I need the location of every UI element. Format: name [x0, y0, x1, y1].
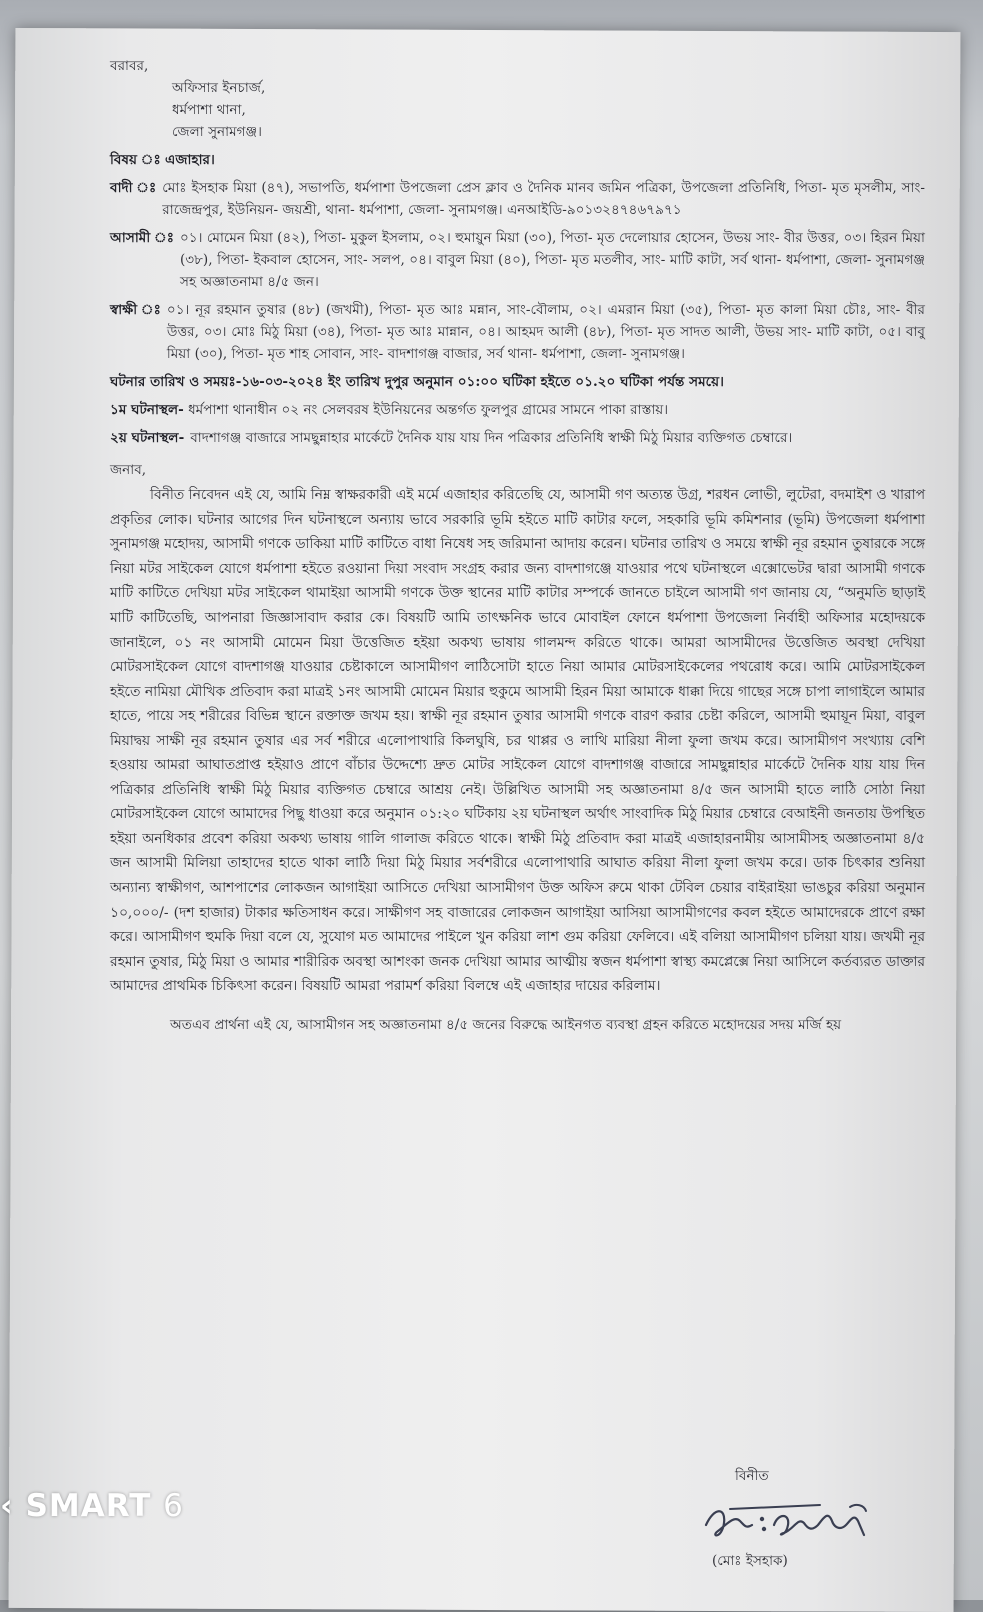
- accused-field: [110, 227, 925, 293]
- watermark-brand: SMART: [25, 1488, 152, 1524]
- witness-label: স্বাক্ষী ঃ: [110, 302, 161, 319]
- scene2-label: ২য় ঘটনাস্থল-: [110, 430, 185, 447]
- scene2-field: [110, 427, 925, 449]
- plaintiff-text: মোঃ ইসহাক মিয়া (৪৭), সভাপতি, ধর্মপাশা উপজেলা প্রেস ক্লাব ও দৈনিক মানব জমিন পত্রিকা, উপজেলা প্রতিনিধি, পিতা- মৃত মৃসলীম, সাং- রাজেন্দ্রপুর, ইউনিয়ন- জয়শ্রী, থানা- ধর্মপাশা, জেলা- সুনামগঞ্জ। এনআইডি-৯০১৩২৪৭৪৬৭৯৭১: [162, 180, 925, 219]
- scene1-text: ধর্মপাশা থানাধীন ০২ নং সেলবরষ ইউনিয়নের অন্তর্গত ফুলপুর গ্রামের সামনে পাকা রাস্তায়।: [188, 402, 669, 419]
- scene2-text: বাদশাগঞ্জ বাজারে সামছুন্নাহার মার্কেটে দৈনিক যায় যায় দিন পত্রিকার প্রতিনিধি স্বাক্ষী মিঠু মিয়ার ব্যক্তিগত চেম্বারে।: [190, 430, 793, 447]
- scene1-label: ১ম ঘটনাস্থল-: [110, 402, 184, 419]
- scene1-field: [110, 399, 925, 421]
- camera-watermark: [0, 1488, 184, 1524]
- witness-field: [110, 299, 925, 365]
- plaintiff-field: [110, 177, 925, 221]
- subject-line: [110, 149, 925, 171]
- datetime-text: -১৬-০৩-২০২৪ ইং তারিখ দুপুর অনুমান ০১:০০ ঘটিকা হইতে ০১.২০ ঘটিকা পর্যন্ত সময়ে।: [235, 374, 724, 391]
- witness-text: ০১। নূর রহমান তুষার (৪৮) (জখমী), পিতা- মৃত আঃ মন্নান, সাং-বৌলাম, ০২। এমরান মিয়া (৩৫), পিতা- মৃত কালা মিয়া চৌঃ, সাং- বীর উত্তর, ০৩। মোঃ মিঠু মিয়া (৩৪), পিতা- মৃত আঃ মান্নান, ০৪। আহমদ আলী (৪৮), পিতা- মৃত সাদত আলী, উভয় সাং- মাটি কাটা, ০৫। বাবু মিয়া (৩০), পিতা- মৃত শাহ সোবান, সাং- বাদশাগঞ্জ বাজার, সর্ব থানা- ধর্মপাশা, জেলা- সুনামগঞ্জ।: [166, 302, 925, 363]
- handwritten-signature: [700, 1495, 890, 1545]
- recipient-line-1: অফিসার ইনচার্জ,: [172, 80, 266, 97]
- prayer-text: অতএব প্রার্থনা এই যে, আসামীগন সহ অজ্ঞাতনামা ৪/৫ জনের বিরুদ্ধে আইনগত ব্যবস্থা গ্রহন করিতে মহোদয়ের সদয় মর্জি হয়: [170, 1016, 842, 1033]
- plaintiff-label: বাদী ঃ: [110, 180, 157, 197]
- subject-text: এজাহার।: [165, 152, 215, 169]
- letter-body: বিনীত নিবেদন এই যে, আমি নিম্ন স্বাক্ষরকারী এই মর্মে এজাহার করিতেছি যে, আসামী গণ অত্যন্ত উগ্র, শরধন লোভী, লুটেরা, বদমাইশ ও খারাপ প্রকৃতির লোক। ঘটনার আগের দিন ঘটনাস্থলে অন্যায় ভাবে সরকারি ভূমি হইতে মাটি কাটার ফলে, সহকারি ভূমি কমিশনার (ভূমি) উপজেলা ধর্মপাশা সুনামগঞ্জ মহোদয়, আসামী গণকে ডাকিয়া মাটি কাটিতে বাধা নিষেধ সহ জরিমানা আদায় করেন। ঘটনার তারিখ ও সময়ে স্বাক্ষী নূর রহমান তুষারকে সঙ্গে নিয়া মটর সাইকেল যোগে ধর্মপাশা হইতে রওয়ানা দিয়া সংবাদ সংগ্রহ করার জন্য বাদশাগঞ্জে যাওয়ার পথে ঘটনাস্থলে এক্সোভেটর দ্বারা আসামী গণকে মাটি কাটিতে দেখিয়া মটর সাইকেল থামাইয়া আসামী গণকে উক্ত স্থানের মাটি কাটার সম্পর্কে জানতে চাইলে আসামী গণ জানায় যে, “অনুমতি ছাড়াই মাটি কাটিতেছি, আপনারা জিজ্ঞাসাবাদ করার কে। বিষয়টি আমি তাৎক্ষনিক ভাবে মোবাইল ফোনে ধর্মপাশা উপজেলা নির্বাহী অফিসার মহোদয়কে জানাইলে, ০১ নং আসামী মোমেন মিয়া উত্তেজিত হইয়া অকথ্য ভাষায় গালমন্দ করিতে থাকে। আমরা আসামীদের উত্তেজিত অবস্থা দেখিয়া মোটরসাইকেল যোগে বাদশাগঞ্জ যাওয়ার চেষ্টাকালে আসামীগণ লাঠিসোটা হাতে নিয়া আমার মোটরসাইকেলের পথরোধ করে। আমি মোটরসাইকেল হইতে নামিয়া মৌখিক প্রতিবাদ করা মাত্রই ১নং আসামী মোমেন মিয়ার হুকুমে আসামী হিরন মিয়া আমাকে ধাক্কা দিয়ে গাছের সঙ্গে চাপা লাগাইলে আমার হাতে, পায়ে সহ শরীরের বিভিন্ন স্থানে রক্তাক্ত জখম হয়। স্বাক্ষী নূর রহমান তুষার আসামী গণকে বারণ করার চেষ্টা করিলে, আসামী হুমায়ূন মিয়া, বাবুল মিয়াদ্বয় সাক্ষী নূর রহমান তুষার এর সর্ব শরীরে এলোপাথারি কিলঘুষি, চর থাপ্পর ও লাথি মারিয়া নীলা ফুলা জখম করে। আসামীগণ সংখ্যায় বেশি হওয়ায় আমরা আঘাতপ্রাপ্ত হইয়াও প্রাণে বাঁচার উদ্দেশ্যে দ্রুত মোটর সাইকেল যোগে বাদশাগঞ্জ বাজারে সামছুন্নাহার মার্কেটে দৈনিক যায় যায় দিন পত্রিকার প্রতিনিধি স্বাক্ষী মিঠু মিয়ার ব্যক্তিগত চেম্বারে আশ্রয় নেই। উল্লিখিত আসামী সহ অজ্ঞাতনামা ৪/৫ জন আসামী হাতে লাঠি সোঠা নিয়া মোটরসাইকেল যোগে আমাদের পিছু ধাওয়া করে অনুমান ০১:২০ ঘটিকায় ২য় ঘটনাস্থল অর্থাৎ সাংবাদিক মিঠু মিয়ার চেম্বারে বেআইনী জনতায় উপস্থিত হইয়া অনধিকার প্রবেশ করিয়া অকথ্য ভাষায় গালি গালাজ করিতে থাকে। স্বাক্ষী মিঠু প্রতিবাদ করা মাত্রই এজাহারনামীয় আসামীসহ অজ্ঞাতনামা ৪/৫ জন আসামী মিলিয়া তাহাদের হাতে থাকা লাঠি দিয়া মিঠু মিয়ার সর্বশরীরে এলোপাথারি আঘাত করিয়া নীলা ফুলা জখম করে। ডাক চিৎকার শুনিয়া অন্যান্য স্বাক্ষীগণ, আশপাশের লোকজন আগাইয়া আসিতে দেখিয়া আসামীগণ উক্ত অফিস রুমে থাকা টেবিল চেয়ার বাইরাইয়া ভাঙচুর করিয়া অনুমান ১০,০০০/- (দশ হাজার) টাকার ক্ষতিসাধন করে। সাক্ষীগণ সহ বাজারের লোকজন আগাইয়া আসিয়া আসামীগণের কবল হইতে আমাদেরকে প্রাণে রক্ষা করে। আসামীগণ হুমকি দিয়া বলে যে, সুযোগ মত আমাদের পাইলে খুন করিয়া লাশ গুম করিয়া ফেলিবে। এই বলিয়া আসামীগণ চলিয়া যায়। জখমী নূর রহমান তুষার, মিঠু মিয়া ও আমার শারীরিক অবস্থা আশংকা জনক দেখিয়া আমার আত্মীয় স্বজন ধর্মপাশা স্বাস্থ্য কমপ্লেক্সে নিয়া আসিলে কর্তব্যরত ডাক্তার আমাদের প্রাথমিক চিকিৎসা করেন। বিষয়টি আমরা পরামর্শ করিয়া বিলম্বে এই এজাহার দায়ের করিলাম।: [110, 487, 925, 995]
- recipient-line-2: ধর্মপাশা থানা,: [172, 102, 246, 119]
- letter-content: [110, 55, 925, 1037]
- datetime-field: [110, 371, 925, 393]
- recipient-line-3: জেলা সুনামগঞ্জ।: [172, 124, 263, 141]
- to-label: বরাবর,: [110, 58, 149, 74]
- accused-text: ০১। মোমেন মিয়া (৪২), পিতা- মুকুল ইসলাম, ০২। হুমায়ুন মিয়া (৩০), পিতা- মৃত দেলোয়ার হোসেন, উভয় সাং- বীর উত্তর, ০৩। হিরন মিয়া (৩৮), পিতা- ইকবাল হোসেন, সাং- সলপ, ০৪। বাবুল মিয়া (৪০), পিতা- মৃত মতলীব, সাং- মাটি কাটা, সর্ব থানা- ধর্মপাশা, জেলা- সুনামগঞ্জ সহ অজ্ঞাতনামা ৪/৫ জন।: [179, 230, 925, 291]
- salutation: জনাব,: [110, 462, 147, 479]
- watermark-chevron-icon: ‹: [0, 1488, 14, 1524]
- subject-label: বিষয় ঃ: [110, 152, 161, 169]
- watermark-number: 6: [163, 1488, 184, 1524]
- datetime-label: ঘটনার তারিখ ও সময়ঃ: [110, 374, 236, 391]
- sender-name: (মোঃ ইসহাক): [712, 1553, 788, 1569]
- closing-text: বিনীত: [735, 1468, 769, 1484]
- accused-label: আসামী ঃ: [110, 230, 174, 247]
- recipient-block: [110, 55, 925, 143]
